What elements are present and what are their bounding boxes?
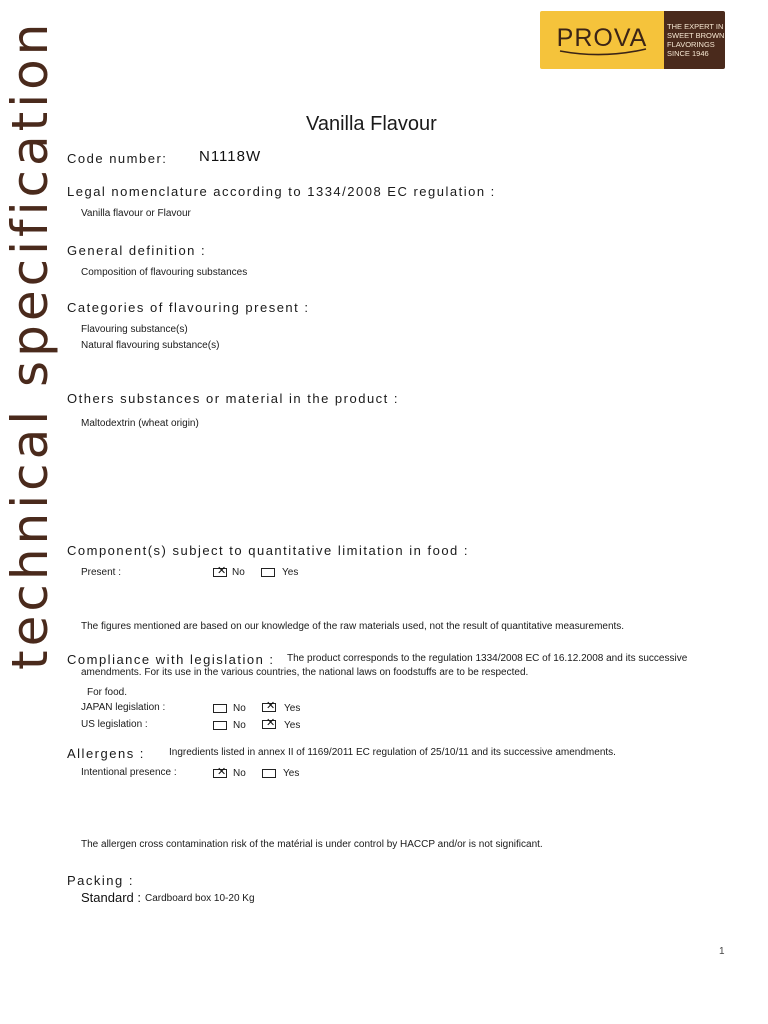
check-mark-icon: ✕ <box>266 717 276 729</box>
packing-heading: Packing : <box>67 873 134 888</box>
present-yes-checkbox[interactable] <box>261 568 275 577</box>
legal-nomenclature-heading: Legal nomenclature according to 1334/2008 EC regulation : <box>67 184 496 199</box>
general-definition-text: Composition of flavouring substances <box>81 267 248 278</box>
us-no-label: No <box>233 720 246 731</box>
compliance-heading: Compliance with legislation : <box>67 652 275 667</box>
japan-legislation-label: JAPAN legislation : <box>81 702 166 713</box>
allergens-heading: Allergens : <box>67 746 145 761</box>
others-substances-heading: Others substances or material in the product : <box>67 391 400 406</box>
components-note: The figures mentioned are based on our knowledge of the raw materials used, not the result of quantitative measurements. <box>81 621 625 632</box>
check-mark-icon: ✕ <box>217 766 227 778</box>
logo-tagline-line: SWEET BROWN <box>667 31 725 40</box>
logo-brand-area <box>540 11 664 69</box>
present-yes-label: Yes <box>282 567 299 578</box>
logo-brand: PROVA <box>556 23 648 52</box>
present-no-label: No <box>232 567 245 578</box>
components-heading: Component(s) subject to quantitative limitation in food : <box>67 543 470 558</box>
standard-value: Cardboard box 10-20 Kg <box>145 893 255 904</box>
us-yes-checkbox[interactable] <box>262 717 276 729</box>
check-mark-icon: ✕ <box>266 700 276 712</box>
page-number: 1 <box>719 946 725 957</box>
prova-logo <box>540 11 725 69</box>
allergens-note: The allergen cross contamination risk of the matérial is under control by HACCP and/or is not significant. <box>81 839 543 850</box>
japan-no-label: No <box>233 703 246 714</box>
present-no-checkbox[interactable] <box>213 565 227 577</box>
general-definition-heading: General definition : <box>67 243 207 258</box>
us-no-checkbox[interactable] <box>213 721 227 730</box>
logo-tagline-line: FLAVORINGS <box>667 40 715 49</box>
japan-yes-checkbox[interactable] <box>262 700 276 712</box>
logo-tagline-line: THE EXPERT IN <box>667 22 724 31</box>
category-item: Flavouring substance(s) <box>81 324 188 335</box>
swoosh-icon <box>558 47 648 57</box>
intentional-no-checkbox[interactable] <box>213 766 227 778</box>
others-substances-text: Maltodextrin (wheat origin) <box>81 418 199 429</box>
product-title: Vanilla Flavour <box>306 113 437 135</box>
present-label: Present : <box>81 567 122 578</box>
us-legislation-label: US legislation : <box>81 719 148 730</box>
logo-tagline <box>664 11 725 69</box>
intentional-presence-label: Intentional presence : <box>81 767 177 778</box>
allergens-text: Ingredients listed in annex II of 1169/2011 EC regulation of 25/10/11 and its successive amendments. <box>169 747 616 758</box>
standard-label: Standard : <box>81 890 141 905</box>
legal-nomenclature-text: Vanilla flavour or Flavour <box>81 208 191 219</box>
check-mark-icon: ✕ <box>217 565 227 577</box>
category-item: Natural flavouring substance(s) <box>81 340 220 351</box>
compliance-text-line1: The product corresponds to the regulation 1334/2008 EC of 16.12.2008 and its successive <box>287 653 688 664</box>
code-number-label: Code number: <box>67 151 168 166</box>
intentional-no-label: No <box>233 768 246 779</box>
logo-tagline-line: SINCE 1946 <box>667 49 709 58</box>
code-number-value: N1118W <box>199 148 262 165</box>
categories-heading: Categories of flavouring present : <box>67 300 310 315</box>
intentional-yes-checkbox[interactable] <box>262 769 276 778</box>
for-food-text: For food. <box>87 687 128 698</box>
compliance-text-line2: amendments. For its use in the various countries, the national laws on foodstuffs are to be respected. <box>81 667 529 678</box>
intentional-yes-label: Yes <box>283 768 300 779</box>
side-label: technical specification <box>1 19 59 670</box>
japan-yes-label: Yes <box>284 703 301 714</box>
japan-no-checkbox[interactable] <box>213 704 227 713</box>
us-yes-label: Yes <box>284 720 301 731</box>
